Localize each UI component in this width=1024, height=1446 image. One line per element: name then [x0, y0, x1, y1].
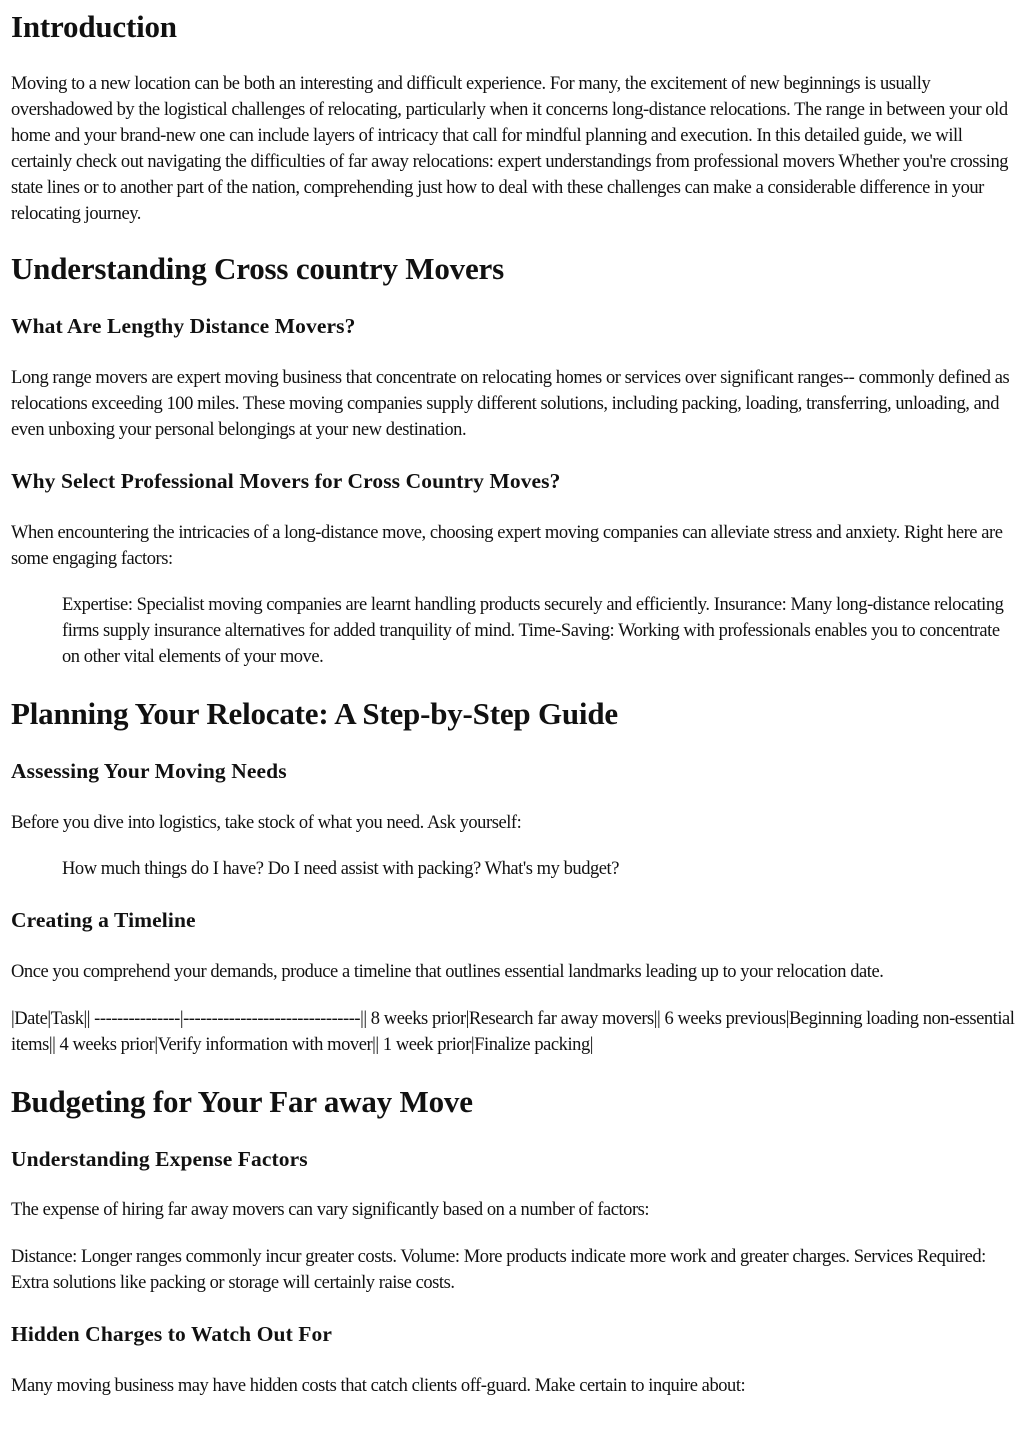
- hidden-charges-heading: Hidden Charges to Watch Out For: [11, 1322, 333, 1346]
- why-select-movers-list: Expertise: Specialist moving companies are learnt handling products securely and efficiently. Insurance: Many long-distance relocating firms supply insurance alternatives for added tranquility of mind. Time-Saving: Working with professionals enables you to concentrate on other vital elements of your move.: [62, 595, 1004, 667]
- expense-factors-paragraph: The expense of hiring far away movers can vary significantly based on a number of factors:: [11, 1200, 650, 1220]
- assessing-needs-paragraph: Before you dive into logistics, take stock of what you need. Ask yourself:: [11, 813, 522, 833]
- planning-heading: Planning Your Relocate: A Step-by-Step Guide: [11, 696, 618, 731]
- what-are-movers-paragraph: Long range movers are expert moving business that concentrate on relocating homes or services over significant ranges-- commonly defined as relocations exceeding 100 miles. These moving companies supply different solutions, including packing, loading, transferring, unloading, and even unboxing your personal belongings at your new destination.: [11, 368, 1010, 440]
- timeline-heading: Creating a Timeline: [11, 908, 196, 932]
- assessing-needs-list: How much things do I have? Do I need assist with packing? What's my budget?: [62, 859, 620, 879]
- what-are-movers-heading: What Are Lengthy Distance Movers?: [11, 314, 356, 338]
- assessing-needs-heading: Assessing Your Moving Needs: [11, 759, 287, 783]
- expense-factors-list: Distance: Longer ranges commonly incur greater costs. Volume: More products indicate more work and greater charges. Services Required: Extra solutions like packing or storage will certainly raise costs.: [11, 1247, 986, 1293]
- hidden-charges-paragraph: Many moving business may have hidden costs that catch clients off-guard. Make certain to inquire about:: [11, 1376, 746, 1396]
- why-select-movers-heading: Why Select Professional Movers for Cross Country Moves?: [11, 469, 561, 493]
- expense-factors-heading: Understanding Expense Factors: [11, 1147, 308, 1171]
- introduction-heading: Introduction: [11, 9, 177, 44]
- understanding-movers-heading: Understanding Cross country Movers: [11, 251, 504, 286]
- why-select-movers-paragraph: When encountering the intricacies of a long-distance move, choosing expert moving companies can alleviate stress and anxiety. Right here are some engaging factors:: [11, 523, 1003, 569]
- budgeting-heading: Budgeting for Your Far away Move: [11, 1084, 473, 1119]
- introduction-paragraph: Moving to a new location can be both an interesting and difficult experience. For many, the excitement of new beginnings is usually overshadowed by the logistical challenges of relocating, particularly when it concerns long-distance relocations. The range in between your old home and your brand-new one can include layers of intricacy that call for mindful planning and execution. In this detailed guide, we will certainly check out navigating the difficulties of far away relocations: expert understandings from professional movers Whether you're crossing state lines or to another part of the nation, comprehending just how to deal with these challenges can make a considerable difference in your relocating journey.: [11, 74, 1009, 224]
- timeline-paragraph: Once you comprehend your demands, produce a timeline that outlines essential landmarks leading up to your relocation date.: [11, 962, 884, 982]
- timeline-table-text: |Date|Task|| ---------------|-------------------------------|| 8 weeks prior|Research far away movers|| 6 weeks previous|Beginning loading non-essential items|| 4 weeks prior|Verify information with mover|| 1 week prior|Finalize packing|: [11, 1009, 1015, 1055]
